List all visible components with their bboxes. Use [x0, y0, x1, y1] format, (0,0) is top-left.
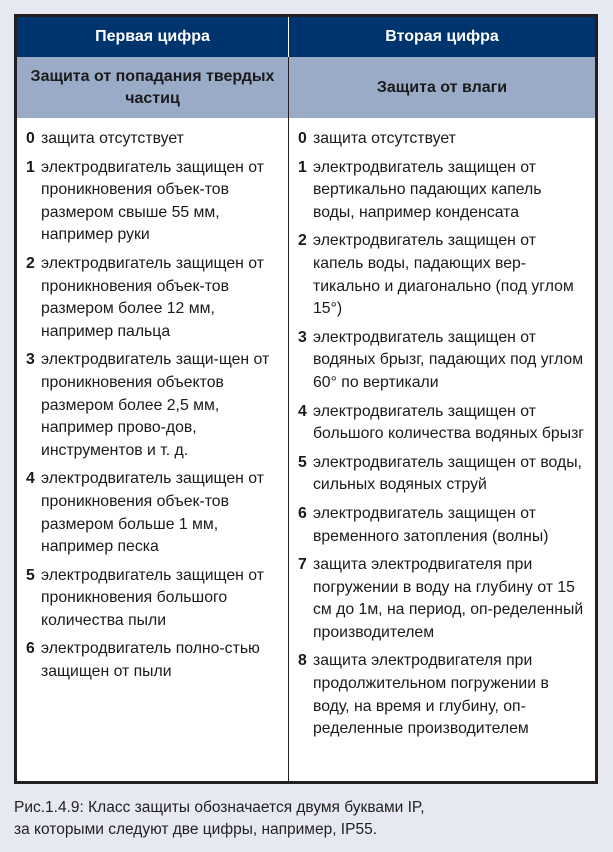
item-text: защита электродвигателя при продолжительном погружении в воду, на время и глубину, оп-ределенные производителем: [313, 652, 549, 738]
list-item: [298, 503, 595, 548]
item-text: электродвигатель защищен от проникновения объек-тов размером больше 1 мм, например песка: [41, 470, 264, 556]
item-number: 6: [26, 640, 35, 658]
item-number: 2: [26, 254, 35, 272]
list-item: [298, 554, 595, 644]
second-digit-column: [289, 118, 595, 781]
item-text: электродвигатель защищен от проникновения объек-тов размером более 12 мм, например пальца: [41, 254, 264, 340]
list-item: [26, 349, 288, 462]
list-item: [298, 230, 595, 320]
list-item: [298, 452, 595, 497]
table-body-row: [17, 118, 595, 781]
caption-line-1: Рис.1.4.9: Класс защиты обозначается двумя буквами IP,: [14, 799, 425, 816]
item-number: 8: [298, 652, 307, 670]
list-item: [298, 128, 595, 151]
list-item: [26, 565, 288, 633]
item-number: 4: [26, 470, 35, 488]
header-second-digit: Вторая цифра: [385, 28, 499, 45]
item-number: 3: [298, 328, 307, 346]
item-number: 0: [26, 130, 35, 147]
item-text: защита отсутствует: [41, 130, 184, 147]
caption-line-2: за которыми следуют две цифры, например, IP55.: [14, 821, 378, 838]
list-item: [26, 157, 288, 247]
list-item: [26, 468, 288, 558]
list-item: [26, 253, 288, 343]
first-digit-column: [17, 118, 289, 781]
second-digit-list: [289, 118, 595, 741]
item-text: защита отсутствует: [313, 130, 456, 147]
item-number: 4: [298, 402, 307, 420]
subheader-moisture: Защита от влаги: [376, 78, 508, 96]
ip-protection-table: [14, 14, 598, 784]
first-digit-list: [17, 118, 288, 684]
item-text: электродвигатель защищен от проникновения объек-тов размером свыше 55 мм, например руки: [41, 158, 264, 244]
subheader-solid-particles: Защита от попадания твердых частиц: [17, 57, 289, 118]
list-item: [26, 638, 288, 683]
header-first-digit: Первая цифра: [17, 17, 289, 57]
list-item: [26, 128, 288, 151]
table-subheader-row: [17, 57, 595, 118]
list-item: [298, 401, 595, 446]
item-number: 0: [298, 130, 307, 147]
item-text: электродвигатель защищен от воды, сильных водяных струй: [313, 453, 582, 494]
list-item: [298, 327, 595, 395]
item-text: электродвигатель защищен от большого количества водяных брызг: [313, 402, 585, 443]
list-item: [298, 157, 595, 225]
item-number: 3: [26, 351, 35, 369]
item-number: 5: [298, 453, 307, 471]
item-number: 7: [298, 556, 307, 574]
item-number: 1: [26, 158, 35, 176]
item-text: защита электродвигателя при погружении в воду на глубину от 15 см до 1м, на период, оп-ределенный производителем: [313, 556, 584, 641]
item-number: 6: [298, 504, 307, 522]
item-text: электродвигатель защищен от временного затопления (волны): [313, 504, 549, 545]
item-text: электродвигатель защищен от капель воды, падающих вер-тикально и диагонально (под углом 15°): [313, 232, 574, 318]
item-text: электродвигатель полно-стью защищен от пыли: [41, 640, 260, 681]
table-header-row: [17, 17, 595, 57]
item-number: 5: [26, 566, 35, 584]
figure-caption: [14, 797, 594, 841]
list-item: [298, 650, 595, 740]
item-number: 2: [298, 232, 307, 250]
item-text: электродвигатель защищен от проникновения большого количества пыли: [41, 566, 264, 629]
item-text: электродвигатель защи-щен от проникновения объектов размером более 2,5 мм, например прово-дов, инструментов и т. д.: [41, 351, 270, 459]
item-text: электродвигатель защищен от водяных брызг, падающих под углом 60° по вертикали: [313, 328, 584, 391]
item-number: 1: [298, 158, 307, 176]
item-text: электродвигатель защищен от вертикально падающих капель воды, например конденсата: [313, 158, 542, 221]
